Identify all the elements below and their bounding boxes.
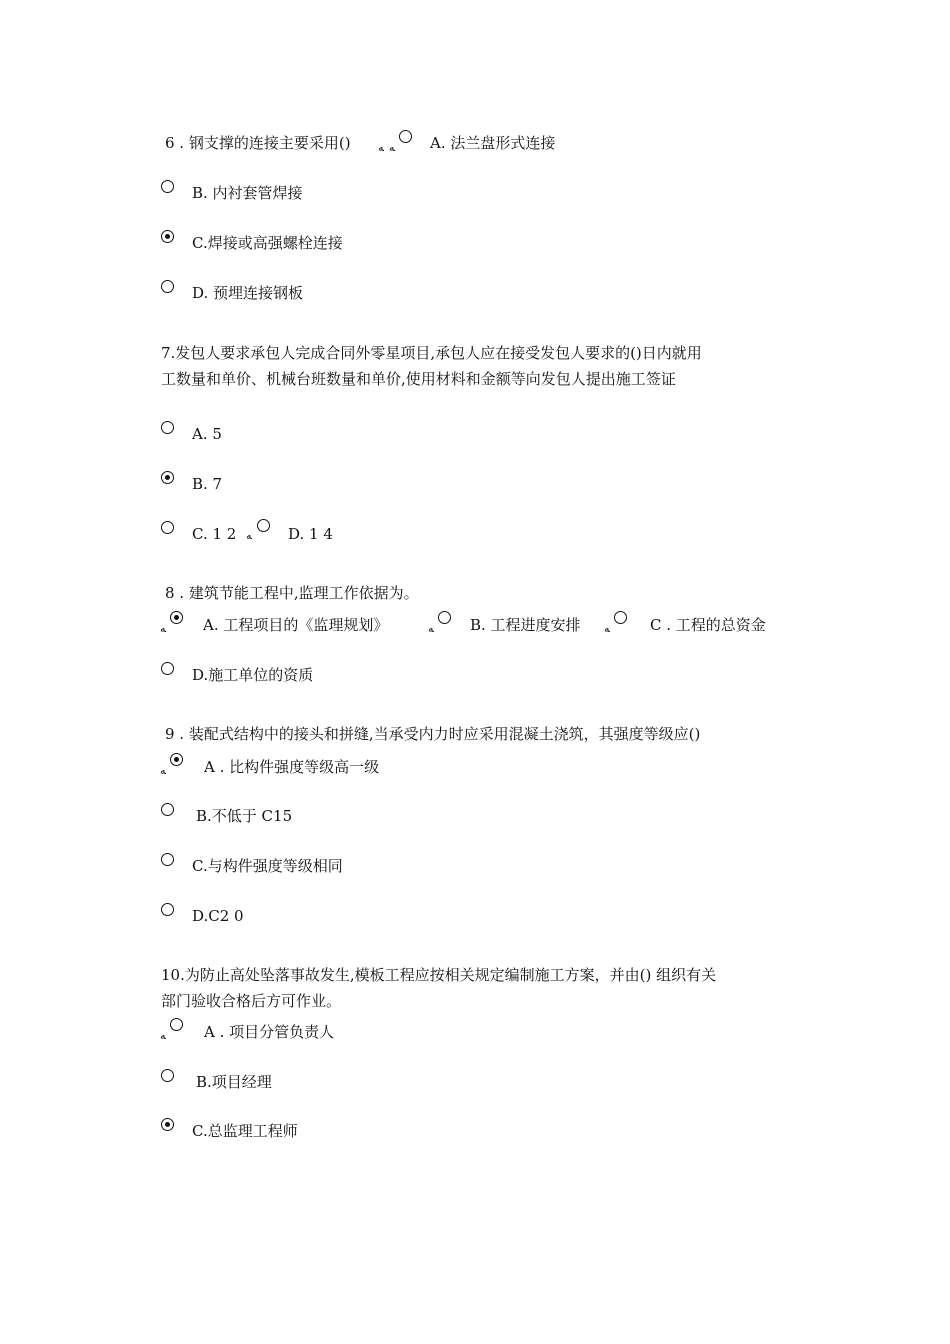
q9-option-c-label: C.与构件强度等级相同 xyxy=(192,857,343,875)
q8-option-c-label: C . 工程的总资金 xyxy=(650,616,766,634)
q6-option-c-label: C.焊接或高强螺栓连接 xyxy=(192,234,343,252)
q8-stem: 8 . 建筑节能工程中,监理工作依据为。 xyxy=(165,584,419,602)
q10-option-c-label: C.总监理工程师 xyxy=(192,1122,298,1140)
q7-option-d-radio[interactable] xyxy=(257,519,270,532)
q8-option-c-radio[interactable] xyxy=(614,611,627,624)
glyph-mark: ﻪ xyxy=(428,622,434,635)
q10-option-c-radio[interactable] xyxy=(161,1118,174,1131)
q6-stem: 6 . 钢支撑的连接主要采用() xyxy=(165,134,351,152)
glyph-mark: ﻪ xyxy=(389,141,395,154)
q7-option-c-label: C. 1 2 xyxy=(192,525,237,543)
q9-option-d-radio[interactable] xyxy=(161,903,174,916)
q6-option-c-radio[interactable] xyxy=(161,230,174,243)
q7-option-a-radio[interactable] xyxy=(161,421,174,434)
q6-option-a-radio[interactable] xyxy=(399,130,412,143)
q10-option-a-radio[interactable] xyxy=(170,1018,183,1031)
q9-option-d-label: D.C2 0 xyxy=(192,907,244,925)
q7-stem-line1: 7.发包人要求承包人完成合同外零星项目,承包人应在接受发包人要求的()日内就用 xyxy=(161,344,702,362)
q9-option-c-radio[interactable] xyxy=(161,853,174,866)
glyph-mark: ﻪ xyxy=(604,622,610,635)
q9-stem: 9 . 装配式结构中的接头和拼缝,当承受内力时应采用混凝土浇筑，其强度等级应() xyxy=(165,725,701,743)
q9-option-a-label: A . 比构件强度等级高一级 xyxy=(204,758,380,776)
q9-option-a-radio[interactable] xyxy=(170,753,183,766)
q7-option-b-radio[interactable] xyxy=(161,471,174,484)
q10-option-b-label: B.项目经理 xyxy=(196,1073,272,1091)
q8-option-d-label: D.施工单位的资质 xyxy=(192,666,314,684)
q7-option-b-label: B. 7 xyxy=(192,475,223,493)
q6-option-d-radio[interactable] xyxy=(161,280,174,293)
q7-option-a-label: A. 5 xyxy=(192,425,222,443)
q6-option-b-radio[interactable] xyxy=(161,180,174,193)
q9-option-b-radio[interactable] xyxy=(161,803,174,816)
q8-option-a-label: A. 工程项目的《监理规划》 xyxy=(203,616,389,634)
q8-option-d-radio[interactable] xyxy=(161,662,174,675)
q10-stem-line2: 部门验收合格后方可作业。 xyxy=(161,992,342,1010)
q10-stem-line1: 10.为防止高处坠落事故发生,模板工程应按相关规定编制施工方案，并由() 组织有关 xyxy=(161,966,717,984)
glyph-mark: ﻪ xyxy=(160,622,166,635)
q10-option-a-label: A . 项目分管负责人 xyxy=(204,1023,335,1041)
q7-option-c-radio[interactable] xyxy=(161,521,174,534)
q7-stem-line2: 工数量和单价、机械台班数量和单价,使用材料和金额等向发包人提出施工签证 xyxy=(161,370,676,388)
q9-option-b-label: B.不低于 C15 xyxy=(196,807,293,825)
q6-option-b-label: B. 内衬套管焊接 xyxy=(192,184,303,202)
q8-option-b-label: B. 工程进度安排 xyxy=(470,616,581,634)
glyph-mark: ﻪ xyxy=(160,764,166,777)
glyph-mark: ﻪ xyxy=(160,1029,166,1042)
q6-option-a-label: A. 法兰盘形式连接 xyxy=(430,134,556,152)
q6-option-d-label: D. 预埋连接钢板 xyxy=(192,284,304,302)
q7-option-d-label: D. 1 4 xyxy=(288,525,333,543)
glyph-mark: ﻪ xyxy=(378,141,384,154)
q8-option-b-radio[interactable] xyxy=(438,611,451,624)
glyph-mark: ﻪ xyxy=(246,529,252,542)
q10-option-b-radio[interactable] xyxy=(161,1069,174,1082)
q8-option-a-radio[interactable] xyxy=(170,611,183,624)
